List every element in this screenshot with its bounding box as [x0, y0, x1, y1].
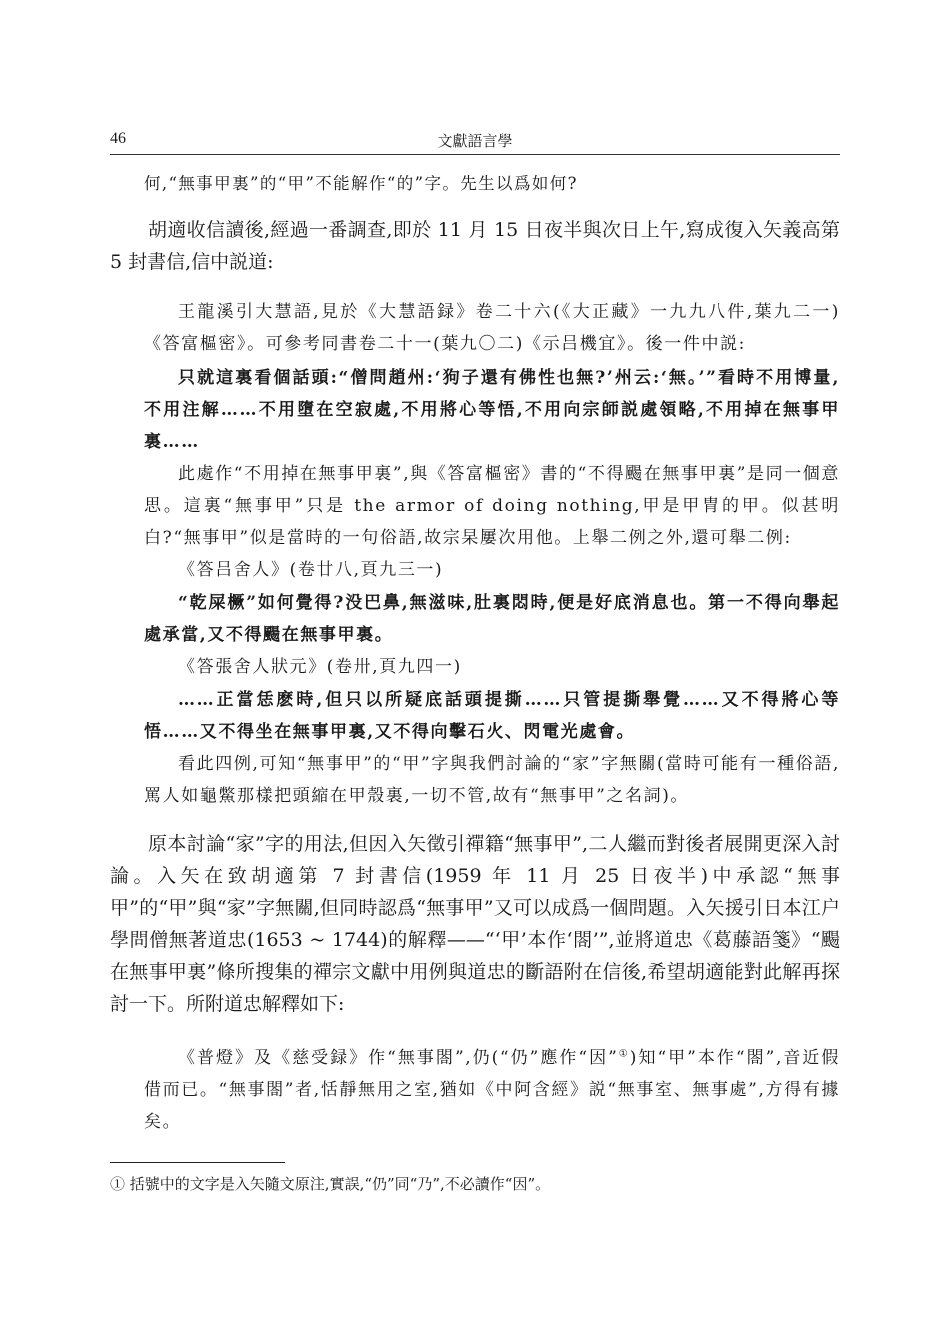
page: [110, 0, 840, 1329]
quote-paragraph-6: 看此四例,可知“無事甲”的“甲”字與我們討論的“家”字無關(當時可能有一種俗語,罵人如龜鱉那樣把頭縮在甲殼裏,一切不管,故有“無事甲”之名詞)。: [144, 754, 840, 806]
quote-paragraph-5: ……正當恁麽時,但只以所疑底話頭提撕……只管提撕舉覺……又不得將心等悟……又不得坐在無事甲裏,又不得向擊石火、閃電光處會。: [144, 690, 840, 742]
body-paragraph-1: 胡適收信讀後,經過一番調查,即於 11 月 15 日夜半與次日上午,寫成復入矢義高第 5 封書信,信中説道:: [110, 219, 840, 273]
quote-paragraph-2: 只就這裏看個話頭:“僧問趙州:‘狗子還有佛性也無?’州云:‘無。’”看時不用博量,不用注解……不用墮在空寂處,不用將心等悟,不用向宗師説處領略,不用掉在無事甲裏……: [144, 368, 840, 452]
quote-paragraph-1: 王龍溪引大慧語,見於《大慧語録》卷二十六(《大正藏》一九九八件,葉九二一)《答富樞密》。可參考同書卷二十一(葉九〇二)《示吕機宜》。後一件中説:: [144, 302, 840, 354]
footnote: [110, 1172, 840, 1196]
quote-text-a: 《普燈》及《慈受録》作“無事閤”,仍(“仍”應作“因”: [178, 1048, 619, 1068]
continued-quote-line: 何,“無事甲裏”的“甲”不能解作“的”字。先生以爲如何?: [144, 174, 578, 193]
quote-source-2: 《答張舍人狀元》(卷卅,頁九四一): [178, 657, 462, 677]
running-title: 文獻語言學: [437, 132, 513, 150]
quote-text-b: )知“甲”本作“閤”,音近假借而已。“無事閤”者,恬靜無用之室,猶如《中阿含經》説“無事室、無事處”,方得有據矣。: [144, 1048, 840, 1132]
quote-paragraph-7: [110, 1042, 840, 1138]
quote-source-1: 《答吕舍人》(卷廿八,頁九三一): [178, 560, 444, 580]
footnote-reference[interactable]: ①: [618, 1048, 630, 1060]
page-number: 46: [110, 130, 126, 147]
quote-paragraph-4: “乾屎橛”如何覺得?没巴鼻,無滋味,肚裏悶時,便是好底消息也。第一不得向舉起處承當,又不得颺在無事甲裏。: [144, 593, 840, 645]
footnote-divider: [110, 1162, 285, 1163]
quote-paragraph-3: 此處作“不用掉在無事甲裏”,與《答富樞密》書的“不得颺在無事甲裏”是同一個意思。這裏“無事甲”只是 the armor of doing nothing,甲是甲胄的甲。似甚明白?“無事甲”似是當時的一句俗語,故宗杲屢次用他。上舉二例之外,還可舉二例:: [144, 464, 840, 548]
footnote-marker: ①: [110, 1175, 126, 1193]
body-paragraph-2: 原本討論“家”字的用法,但因入矢徵引禪籍“無事甲”,二人繼而對後者展開更深入討論。入矢在致胡適第 7 封書信(1959 年 11 月 25 日夜半)中承認“無事甲”的“甲”與“家”字無關,但同時認爲“無事甲”又可以成爲一個問題。入矢援引日本江户學問僧無著道忠(1653 ~ 1744)的解釋——“‘甲’本作‘閤’”,並將道忠《葛藤語箋》“颺在無事甲裏”條所搜集的禪宗文獻中用例與道忠的斷語附在信後,希望胡適能對此解再探討一下。所附道忠解釋如下:: [110, 833, 840, 1015]
page-header: [110, 128, 840, 155]
footnote-text: 括號中的文字是入矢隨文原注,實誤,“仍”同“乃”,不必讀作“因”。: [129, 1175, 551, 1193]
